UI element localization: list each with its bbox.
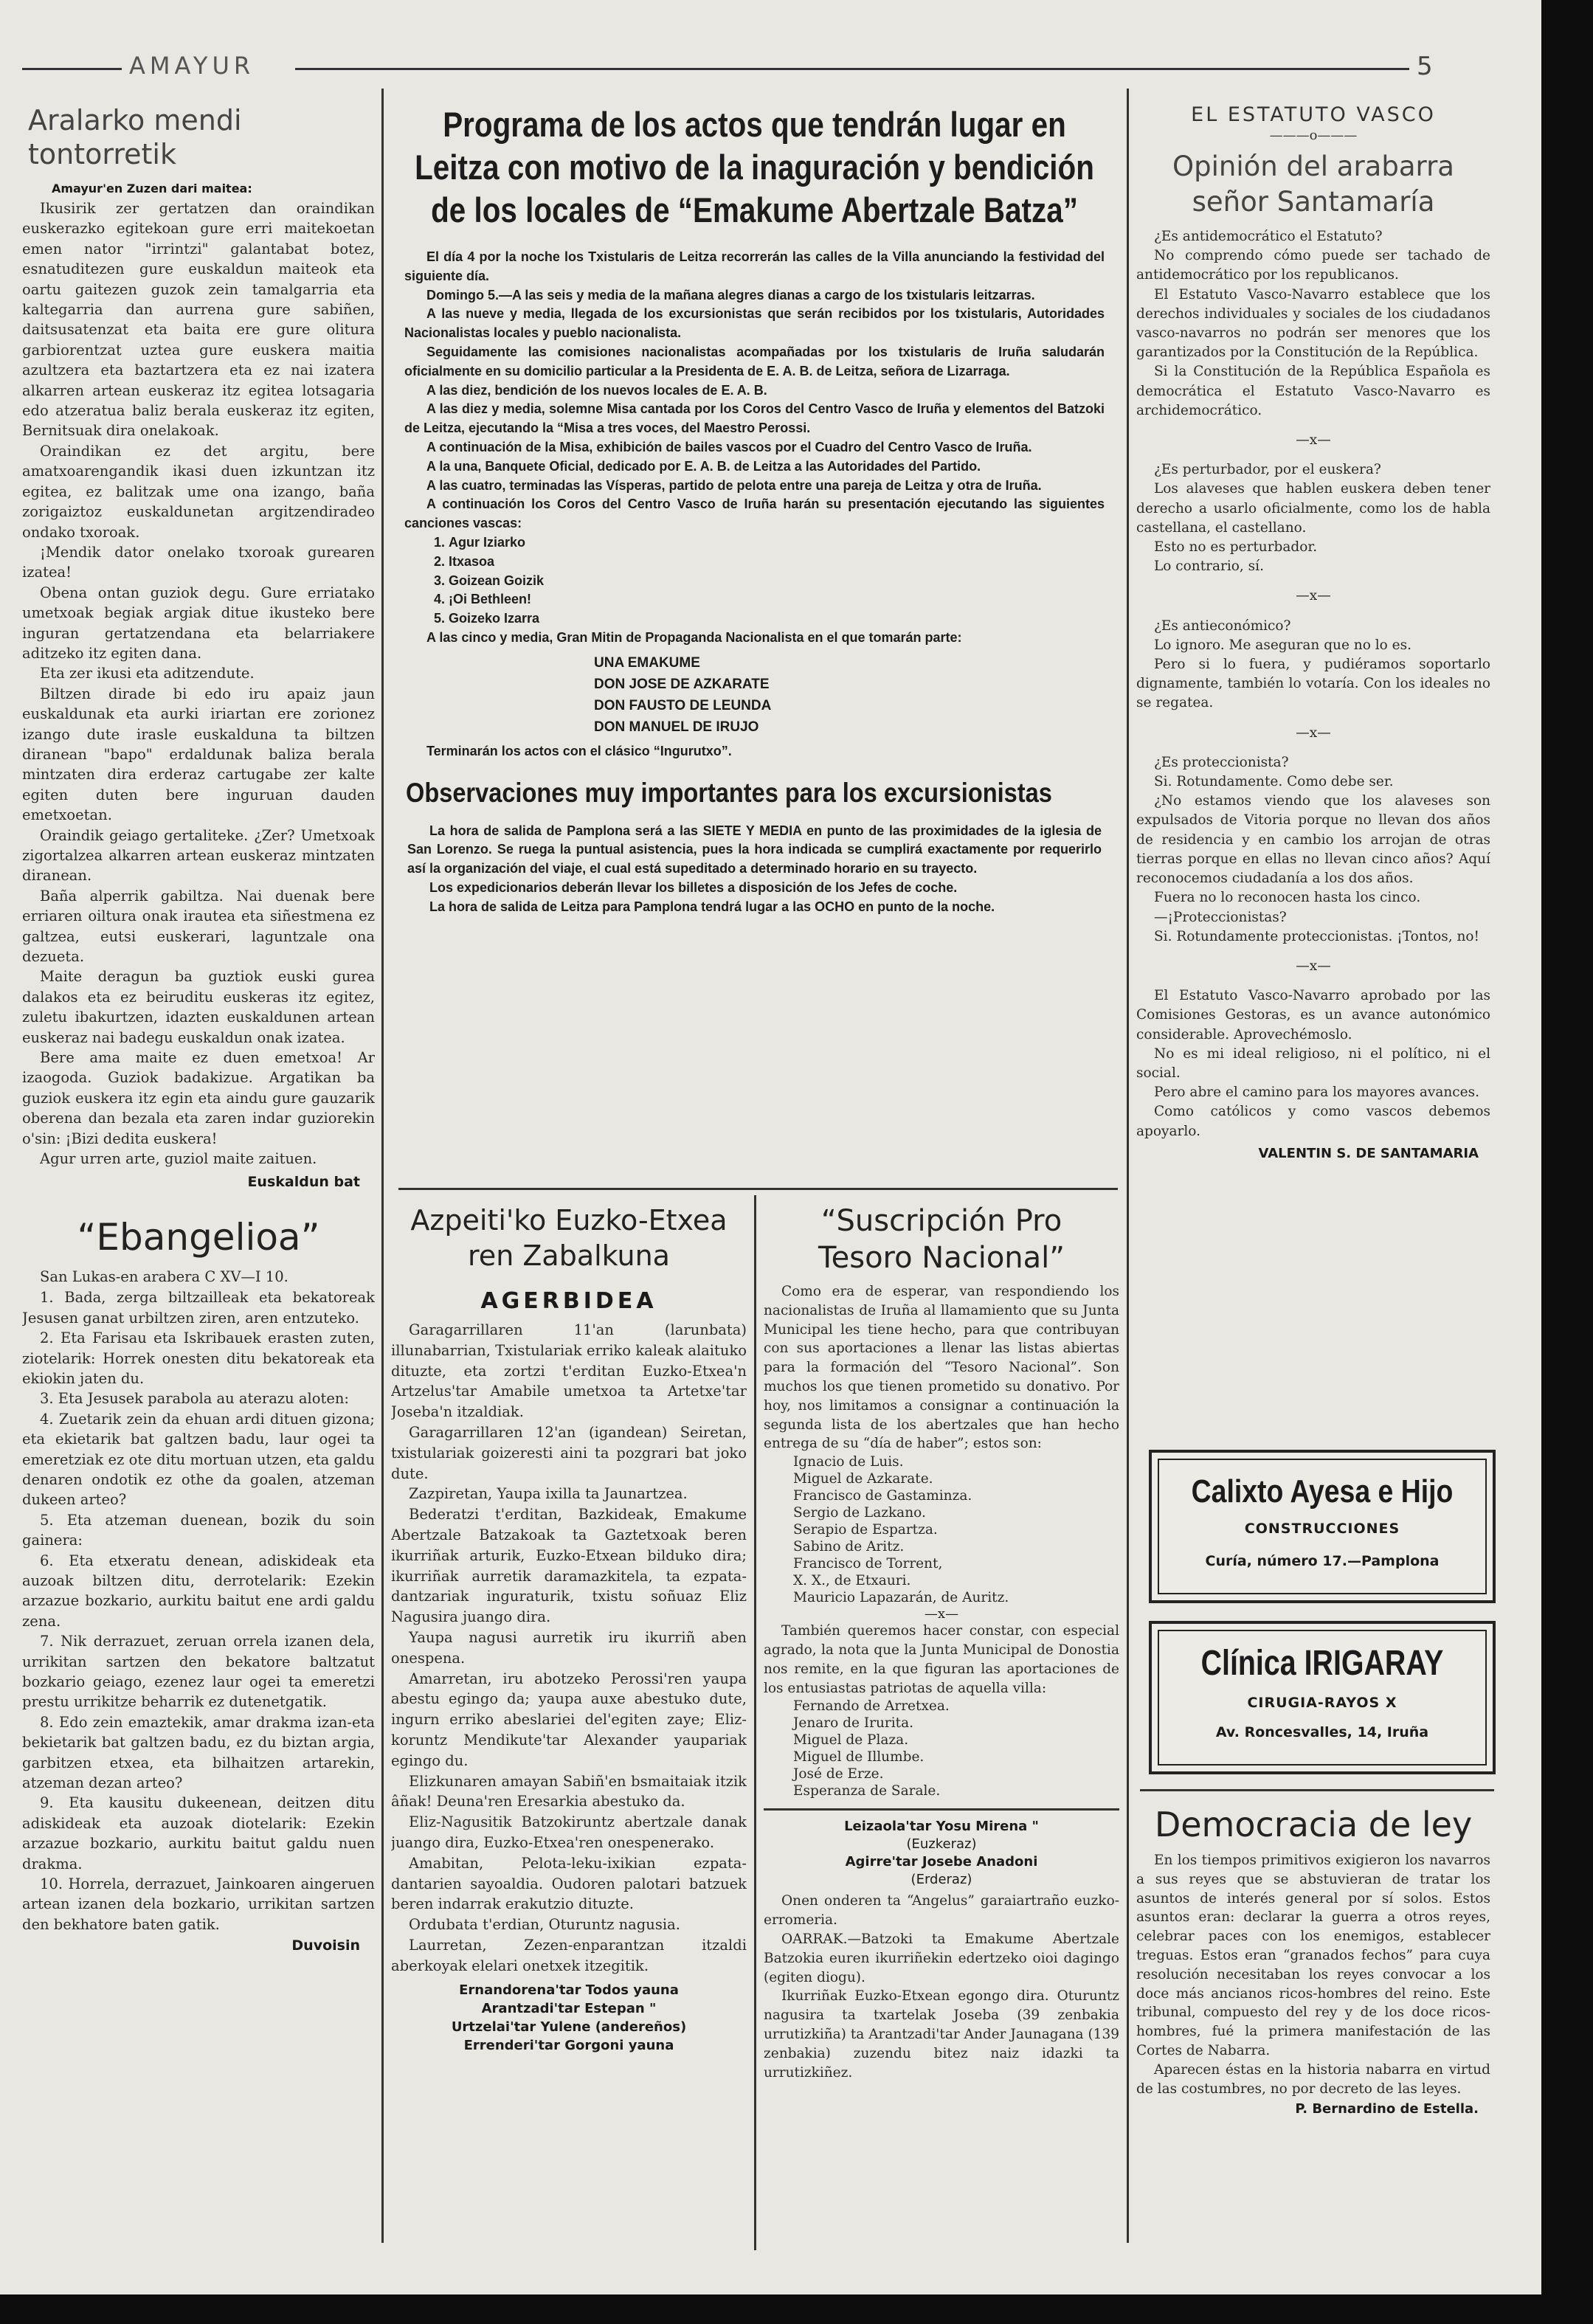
- programa-paragraph: A continuación de la Misa, exhibición de bailes vascos por el Cuadro del Centro Vasco de Iruña.: [426, 439, 1032, 454]
- column-rule-2: [1127, 89, 1129, 2243]
- left-column: [22, 96, 375, 2235]
- aralar-paragraph: Oraindikan ez det argitu, bere amatxoarengandik ikasi duen izkuntzan itz egitea, ez balitzak ume ona izango, baña zorigaiztoz euskaldunetan argitzendiradeo ondako txoroak.: [22, 442, 375, 541]
- estatuto-paragraph: —¡Proteccionistas?: [1154, 909, 1287, 925]
- estatuto-question: ¿Es antidemocrático el Estatuto?: [1154, 229, 1383, 244]
- aralar-paragraph: Agur urren arte, guziol maite zaituen.: [40, 1150, 317, 1168]
- donor: X. X., de Etxauri.: [793, 1573, 911, 1589]
- estatuto-paragraph: Si la Constitución de la República Española es democrática el Estatuto Vasco-Navarro es archidemocrático.: [1136, 364, 1490, 418]
- estatuto-question: ¿Es proteccionista?: [1154, 754, 1289, 770]
- speaker: DON MANUEL DE IRUJO: [594, 719, 759, 735]
- programa-paragraph: Domingo 5.—A las seis y media de la mañana alegres dianas a cargo de los txistularis leitzarras.: [426, 287, 1035, 302]
- aralar-paragraph: Obena ontan guziok degu. Gure erriatako umetxoak begiak argiak ditue ikusteko bere inguran gertatzendana eta belarriakere aditzeko itz egiten dana.: [22, 584, 375, 662]
- wedding-rule: [764, 1808, 1119, 1811]
- programa-article: [398, 103, 1110, 1180]
- aralar-paragraph: ¡Mendik dator onelako txoroak gurearen izatea!: [22, 543, 375, 581]
- ebangelioa-verse: 8. Edo zein emaztekik, amar drakma izan-eta bekietarik bat galtzen badu, ez du biztan argia, garbitzen etxea, eta bilhaitzen artarekin, atzeman dezan arteo?: [22, 1713, 375, 1792]
- observaciones-paragraph: La hora de salida de Leitza para Pamplona tendrá lugar a las OCHO en punto de la noche.: [429, 899, 995, 914]
- ebangelioa-verse: 7. Nik derrazuet, zeruan orrela izanen dela, urrikitan sartzen den bekatore baltzatut bozkario geiago, ezenez laur ogei ta emeretzi prestu urrikitze beharrik ez dutenetgatik.: [22, 1633, 375, 1711]
- azpeitia-paragraph: Eliz-Nagusitik Batzokiruntz abertzale danak juango dira, Euzko-Etxea'ren onespenerako.: [391, 1813, 747, 1851]
- ebangelioa-verse: 9. Eta kausitu dukeenean, deitzen ditu adiskideak eta auzoak diotelarik: Ezekin arzazue bozkario, aurkitu baitut galdu nuen drakma.: [22, 1794, 375, 1872]
- programa-paragraph: A las diez y media, solemne Misa cantada por los Coros del Centro Vasco de Iruña y elementos del Batzoki de Leitza, ejecutando la “Misa a tres voces, del Maestro Perossi.: [404, 401, 1105, 436]
- estatuto-separator: —x—: [1296, 958, 1331, 974]
- azpeitia-paragraph: Ordubata t'erdian, Oturuntz nagusia.: [409, 1916, 680, 1934]
- suscripcion-title: “Suscripción Pro Tesoro Nacional”: [818, 1204, 1065, 1275]
- democracia-article: [1136, 1804, 1490, 2239]
- azpeitia-paragraph: Zazpiretan, Yaupa ixilla ta Jaunartzea.: [409, 1485, 688, 1503]
- estatuto-paragraph: No es mi ideal religioso, ni el político, ni el social.: [1136, 1045, 1490, 1081]
- ad-calixto-address: Curía, número 17.—Pamplona: [1205, 1553, 1440, 1569]
- ad-calixto-ayesa: [1149, 1450, 1496, 1603]
- header-rule-left: [22, 68, 122, 70]
- azpeitia-paragraph: Elizkunaren amayan Sabiñ'en bsmaitaiak itzik âñak! Deuna'ren Eresarkia abestuko da.: [391, 1772, 747, 1811]
- donor: Francisco de Torrent,: [793, 1556, 943, 1572]
- ebangelioa-signature: Duvoisin: [291, 1937, 360, 1954]
- democracia-top-rule: [1140, 1789, 1494, 1791]
- scan-edge-right: [1541, 0, 1593, 2324]
- speaker: DON FAUSTO DE LEUNDA: [594, 697, 772, 713]
- aralar-paragraph: Biltzen dirade bi edo iru apaiz jaun euskaldunak eta aurki iriartan ere zorionez izango dute irasle euskalduna ta biltzen diranean "bapo" erdaldunak baliza berala mintzaten dira erderaz cartugabe zer kalte egiten duten bere inguruan dauden emetxoetan.: [22, 685, 375, 824]
- donor: Sergio de Lazkano.: [793, 1505, 926, 1521]
- ebangelioa-verse: 5. Eta atzeman duenean, bozik du soin gainera:: [22, 1511, 375, 1549]
- wedding-name: Leizaola'tar Yosu Mirena ": [844, 1819, 1039, 1835]
- songs-list: [404, 533, 1105, 629]
- aralar-paragraph: Bere ama maite ez duen emetxoa! Ar izaogoda. Guziok badakizue. Argatikan ba guziok euskera itz egin eta aindu gure gauzarik oberena dan bezala eta zaren indar guziorekin o'sin: ¡Bizi dedita euskera!: [22, 1049, 375, 1147]
- aralar-body: [22, 198, 375, 1169]
- democracia-title: Democracia de ley: [1154, 1805, 1473, 1844]
- song-item: 2. Itxasoa: [449, 553, 1105, 572]
- speaker: DON JOSE DE AZKARATE: [594, 676, 770, 692]
- wedding-name: Agirre'tar Josebe Anadoni: [845, 1854, 1038, 1870]
- ebangelioa-verse: 6. Eta etxeratu denean, adiskideak eta auzoak biltzen ditu, derrotelarik: Ezekin arzazue bozkario, aurkitu baitut ene ardi galdu zena.: [22, 1552, 375, 1630]
- wedding-body: [764, 1892, 1119, 2082]
- azpeitia-paragraph: Amarretan, iru abotzeko Perossi'ren yaupa abestu egingo da; yaupa auxe abestuko dute, ingurn erriko abeslariei del'egiten zaye; Eliz-koruntz Mendikute'tar Alexander yaupariak egingo du.: [391, 1670, 747, 1769]
- estatuto-paragraph: Pero si lo fuera, y pudiéramos soportarlo dignamente, también lo votaría. Con los ideales no se regatea.: [1136, 657, 1490, 711]
- suscripcion-article: [764, 1203, 1119, 2239]
- page-number: 5: [1417, 52, 1433, 81]
- donor: Fernando de Arretxea.: [793, 1698, 950, 1715]
- programa-paragraph: A las diez, bendición de los nuevos locales de E. A. B.: [426, 382, 767, 398]
- estatuto-paragraph: Esto no es perturbador.: [1154, 539, 1318, 556]
- democracia-paragraph: En los tiempos primitivos exigieron los navarros a sus reyes que se abstuvieran de tratar los asuntos de interés general por sí solos. Estos asuntos eran: declarar la guerra a otros reyes, celebrar paces con los enemigos, establecer treguas. Estos eran “granados fechos” para cuya resolución necesitaban los reyes convocar a los doce más ancianos ricos-hombres del reino. Este tribunal, compuesto del rey y de los doce ricos-hombres, fué la primera manifestación de las Cortes de Nabarra.: [1136, 1853, 1490, 2058]
- observaciones-title: Observaciones muy importantes para los excursionistas: [406, 777, 1052, 808]
- estatuto-paragraph: El Estatuto Vasco-Navarro aprobado por las Comisiones Gestoras, es un avance autonómico considerable. Aprovechémoslo.: [1136, 988, 1490, 1042]
- estatuto-paragraph: Fuera no lo reconocen hasta los cinco.: [1154, 890, 1421, 906]
- scan-edge-bottom: [0, 2294, 1593, 2324]
- programa-paragraph: A las nueve y media, llegada de los excursionistas que serán recibidos por los txistularis, Autoridades Nacionalistas locales y pueblo nacionalista.: [404, 306, 1105, 341]
- donor: Esperanza de Sarale.: [793, 1783, 941, 1799]
- wedding-lang: (Erderaz): [910, 1872, 972, 1888]
- aralar-salutation: Amayur'en Zuzen dari maitea:: [52, 181, 252, 196]
- azpeitia-paragraph: Yaupa nagusi aurretik iru ikurriñ aben onespena.: [391, 1628, 747, 1667]
- header-rule-right: [295, 68, 1409, 70]
- programa-body: [398, 248, 1110, 648]
- ebangelioa-reference: San Lukas-en arabera C XV—I 10.: [40, 1268, 288, 1285]
- suscripcion-body-2: [764, 1622, 1119, 1698]
- estatuto-paragraph: El Estatuto Vasco-Navarro establece que los derechos individuales y sociales de los ciudadanos vasco-navarros no podrán ser menores que los garantizados por la Constitución de la República.: [1136, 286, 1490, 361]
- programa-paragraph: A las cuatro, terminadas las Vísperas, partido de pelota entre una pareja de Leitza y otra de Iruña.: [426, 477, 1042, 493]
- estatuto-paragraph: Si. Rotundamente proteccionistas. ¡Tontos, no!: [1154, 928, 1479, 944]
- aralar-title: Aralarko mendi tontorretik: [28, 104, 242, 170]
- wedding-names: [764, 1818, 1119, 1889]
- ebangelioa-verse: 1. Bada, zerga biltzailleak eta bekatoreak Jesusen ganat urbiltzen ziren, aren entzuteko.: [22, 1289, 375, 1327]
- estatuto-paragraph: No comprendo cómo puede ser tachado de antidemocrático por los republicanos.: [1136, 248, 1490, 283]
- song-item: 4. ¡Oi Bethleen!: [449, 590, 1105, 609]
- suscripcion-separator: —x—: [924, 1606, 959, 1622]
- estatuto-paragraph: Pero abre el camino para los mayores avances.: [1154, 1085, 1479, 1101]
- donor: Ignacio de Luis.: [793, 1454, 904, 1470]
- azpeitia-speaker: Errenderi'tar Gorgoni yauna: [463, 2037, 674, 2053]
- estatuto-paragraph: Lo contrario, sí.: [1154, 558, 1264, 575]
- column-rule-1: [381, 89, 384, 2243]
- azpeitia-article: [391, 1203, 747, 2239]
- aralar-signature: Euskaldun bat: [247, 1173, 360, 1190]
- programa-closing: Terminarán los actos con el clásico “Ingurutxo”.: [426, 743, 732, 758]
- estatuto-title: Opinión del arabarra señor Santamaría: [1172, 151, 1454, 218]
- observaciones-body: [398, 822, 1110, 917]
- donor: Jenaro de Irurita.: [793, 1715, 914, 1732]
- ad-clinica-name: Clínica IRIGARAY: [1200, 1644, 1444, 1683]
- azpeitia-body: [391, 1320, 747, 1977]
- song-item: 5. Goizeko Izarra: [449, 609, 1105, 629]
- speaker: UNA EMAKUME: [594, 654, 700, 671]
- estatuto-paragraph: Lo ignoro. Me aseguran que no lo es.: [1154, 637, 1411, 653]
- azpeitia-speakers: [391, 1981, 747, 2055]
- song-item: 1. Agur Iziarko: [449, 533, 1105, 553]
- azpeitia-speaker: Urtzelai'tar Yulene (andereños): [451, 2019, 687, 2035]
- ebangelioa-verse: 4. Zuetarik zein da ehuan ardi dituen gizona; eta ekietarik bat galtzen badu, laur ogei ta emeretziak ez ote ditu mortuan utzen, eta galdu denaren ondotik ez othe da goalen, atzeman dukeen arteo?: [22, 1410, 375, 1509]
- wedding-lang: (Euzkeraz): [906, 1836, 977, 1853]
- estatuto-question: ¿Es perturbador, por el euskera?: [1154, 462, 1381, 478]
- masthead: AMAYUR: [129, 52, 255, 80]
- article-aralar: [22, 103, 375, 1190]
- donors-list-2: [793, 1698, 1119, 1799]
- azpeitia-paragraph: Garagarrillaren 12'an (igandean) Seiretan, txistulariak goizeresti aini ta pozgrari bat joko dute.: [391, 1423, 747, 1482]
- estatuto-question: ¿Es antieconómico?: [1154, 618, 1291, 634]
- estatuto-paragraph: ¿No estamos viendo que los alaveses son expulsados de Vitoria porque no llevan dos años de residencia y en cambio los arrojan de otras tierras porque en ellas no llevan cinco años? Aquí reconocemos ciudadanía a los dos años.: [1136, 793, 1490, 887]
- aralar-paragraph: Baña alperrik gabiltza. Nai duenak bere erriaren oiltura onak irautea eta siñestmena ez galtzea, eutsi euskerari, laguntzale ona dezueta.: [22, 887, 375, 966]
- azpeitia-speaker: Ernandorena'tar Todos yauna: [459, 1982, 679, 1998]
- azpeitia-subtitle: AGERBIDEA: [480, 1288, 657, 1314]
- programa-paragraph: Seguidamente las comisiones nacionalistas acompañadas por los txistularis de Iruña saludarán oficialmente en su domicilio particular a la Presidenta de E. A. B. de Leitza, señora de Lizarraga.: [404, 344, 1105, 378]
- estatuto-body: [1136, 227, 1490, 1141]
- observaciones-paragraph: Los expedicionarios deberán llevar los billetes a disposición de los Jefes de coche.: [429, 879, 958, 895]
- estatuto-separator: —x—: [1296, 724, 1331, 741]
- ebangelioa-verse: 3. Eta Jesusek parabola au aterazu aloten:: [40, 1390, 349, 1408]
- azpeitia-paragraph: Garagarrillaren 11'an (larunbata) illunabarrian, Txistulariak erriko kaleak alaituko dituzte, eta zortzi t'erditan Euzko-Etxea'n Artzelus'tar Amabile umetxoa ta Artetxe'tar Joseba'n itzaldiak.: [391, 1321, 747, 1421]
- donor: Miguel de Azkarate.: [793, 1471, 933, 1487]
- programa-bottom-rule: [398, 1188, 1118, 1190]
- estatuto-paragraph: Los alaveses que hablen euskera deben tener derecho a usarlo oficialmente, como los de habla castellana, el castellano.: [1136, 481, 1490, 536]
- programa-closing-wrap: [398, 738, 1110, 761]
- donor: Serapio de Espartza.: [793, 1522, 938, 1538]
- estatuto-signature: VALENTIN S. DE SANTAMARIA: [1258, 1145, 1479, 1161]
- ebangelioa-verse: 10. Horrela, derrazuet, Jainkoaren aingeruen artean izanen dela bozkario, urrikitan sartzen den bekhatore baten gatik.: [22, 1875, 375, 1933]
- estatuto-separator: —x—: [1296, 588, 1331, 604]
- ad-clinica-irigaray: [1149, 1621, 1496, 1774]
- azpeitia-paragraph: Bederatzi t'erditan, Bazkideak, Emakume Abertzale Batzakoak ta Gaztetxoak beren ikurriñak arturik, Euzko-Etxean bilduko dira; ikurriñak aurretik daramazkitela, ta ezpata-dantzariak inguraturik, txistu soñuaz Eliz Nagusira juango dira.: [391, 1506, 747, 1626]
- programa-paragraph: A la una, Banquete Oficial, dedicado por E. A. B. de Leitza a las Autoridades del Partido.: [426, 458, 981, 474]
- azpeitia-speaker: Arantzadi'tar Estepan ": [481, 2000, 657, 2016]
- programa-paragraph: A continuación los Coros del Centro Vasco de Iruña harán su presentación ejecutando las siguientes canciones vascas:: [404, 497, 1105, 531]
- programa-paragraph: El día 4 por la noche los Txistularis de Leitza recorrerán las calles de la Villa anunciando la festividad del siguiente día.: [404, 249, 1105, 283]
- ebangelioa-verse: 2. Eta Farisau eta Iskribauek erasten zuten, ziotelarik: Horrek onesten ditu bekatoreak eta ekiokin jaten du.: [22, 1329, 375, 1387]
- azpeitia-paragraph: Laurretan, Zezen-enparantzan itzaldi aberkoyak elelari onetxek itzegitik.: [391, 1936, 747, 1974]
- mitin-paragraph: A las cinco y media, Gran Mitin de Propaganda Nacionalista en el que tomarán parte:: [426, 629, 962, 645]
- wedding-paragraph: OARRAK.—Batzoki ta Emakume Abertzale Batzokia euren ikurriñekin edertzeko oioi dagingo (egiten diogu).: [764, 1931, 1119, 1985]
- azpeitia-paragraph: Amabitan, Pelota-leku-ixikian ezpata-dantarien sayoaldia. Oudoren palotari batzuek beren indarrak erakutzio dituzte.: [391, 1854, 747, 1913]
- wedding-paragraph: Onen onderen ta “Angelus” garaiartraño euzko-erromeria.: [764, 1893, 1119, 1929]
- estatuto-separator: —x—: [1296, 432, 1331, 449]
- wedding-paragraph: Ikurriñak Euzko-Etxean egongo dira. Oturuntz nagusira ta txartelak Joseba (39 zenbakia urrutizkiña) ta Arantzadi'tar Ander Jaunagana (139 zenbakia) zuzendu bitez naiz idazki ta urrutizkiñez.: [764, 1988, 1119, 2081]
- aralar-paragraph: Eta zer ikusi eta aditzendute.: [40, 665, 255, 682]
- donor: Francisco de Gastaminza.: [793, 1488, 972, 1504]
- suscripcion-paragraph: Como era de esperar, van respondiendo los nacionalistas de Iruña al llamamiento que su Junta Municipal les tiene hecho, para que contribuyan con sus aportaciones a llenar las listas abiertas para la formación del “Tesoro Nacional”. Son muchos los que tienen prometido su donativo. Por hoy, nos limitamos a consignar a continuación la segunda lista de los abertzales que han hecho entrega de su “día de haber”; estos son:: [764, 1284, 1119, 1452]
- donor: Miguel de Illumbe.: [793, 1749, 925, 1766]
- ad-clinica-address: Av. Roncesvalles, 14, Iruña: [1215, 1724, 1429, 1740]
- democracia-body: [1136, 1851, 1490, 2098]
- donor: José de Erze.: [793, 1766, 884, 1782]
- donors-list-1: [793, 1453, 1119, 1606]
- aralar-paragraph: Ikusirik zer gertatzen dan oraindikan euskerazko egitekoan gure erri maitekoetan emen nator "irrintzi" galantabat botez, esnatuditezen gure euskaldun maiteok eta oartu gaitezen guzok zein tamalgarria eta kaltegarria dan aurrena gure sabiñen, daitsusatenzat eta baita ere gure olitura garbiorentzat uztea gure euskera maitia azultzera eta baztartzera eta ez nai izatera alkarren artean euskeraz itz egitea lotsagaria edo atzeratua baliz berala euskeraz itz egiten, Bernitsuak dira onelakoak.: [22, 200, 375, 440]
- estatuto-section-label: EL ESTATUTO VASCO: [1191, 103, 1436, 126]
- section-ornament: ———o———: [1269, 128, 1358, 143]
- azpeitia-title: Azpeiti'ko Euzko-Etxea ren Zabalkuna: [410, 1204, 728, 1272]
- column-rule-3: [754, 1195, 756, 2250]
- article-ebangelioa: [22, 1215, 375, 1954]
- ad-calixto-name: Calixto Ayesa e Hijo: [1191, 1473, 1454, 1509]
- donor: Sabino de Aritz.: [793, 1539, 905, 1555]
- ad-calixto-line: CONSTRUCCIONES: [1244, 1521, 1400, 1537]
- observaciones-paragraph: La hora de salida de Pamplona será a las SIETE Y MEDIA en punto de las proximidades de la iglesia de San Lorenzo. Se ruega la puntual asistencia, pues la hora indicada se cumplirá exactamente por requerirlo así la organización del viaje, el cual está supeditado a determinado horario en su trayecto.: [407, 823, 1102, 876]
- ebangelioa-body: [22, 1287, 375, 1934]
- estatuto-paragraph: Como católicos y como vascos debemos apoyarlo.: [1136, 1104, 1490, 1139]
- aralar-paragraph: Oraindik geiago gertaliteke. ¿Zer? Umetxoak zigortalzea alkarren artean euskeraz mintzaten diranean.: [22, 826, 375, 885]
- speakers-list: [594, 652, 1110, 738]
- democracia-paragraph: Aparecen éstas en la historia nabarra en virtud de las costumbres, no por decreto de las leyes.: [1136, 2061, 1490, 2097]
- aralar-paragraph: Maite deragun ba guztiok euski gurea dalakos eta ez beiruditu euskeras itz egitez, zuletu ibakurtzen, idazten euskaldunen artean euskeraz nai badegu euskaldun onak izatea.: [22, 968, 375, 1046]
- democracia-signature: P. Bernardino de Estella.: [1295, 2101, 1479, 2117]
- ebangelioa-title: “Ebangelioa”: [77, 1215, 320, 1259]
- donor: Mauricio Lapazarán, de Auritz.: [793, 1590, 1009, 1606]
- programa-title: Programa de los actos que tendrán lugar en Leitza con motivo de la inaguración y bendición de los locales de “Emakume Abertzale Batza”: [415, 105, 1094, 229]
- ad-clinica-line: CIRUGIA-RAYOS X: [1247, 1695, 1397, 1711]
- suscripcion-body: [764, 1282, 1119, 1453]
- estatuto-paragraph: Si. Rotundamente. Como debe ser.: [1154, 774, 1394, 790]
- donor: Miguel de Plaza.: [793, 1732, 909, 1749]
- song-item: 3. Goizean Goizik: [449, 572, 1105, 591]
- suscripcion-paragraph: También queremos hacer constar, con especial agrado, la nota que la Junta Municipal de Donostia nos remite, en la que figuran las aportaciones de los entusiastas patriotas de aquella villa:: [764, 1623, 1119, 1696]
